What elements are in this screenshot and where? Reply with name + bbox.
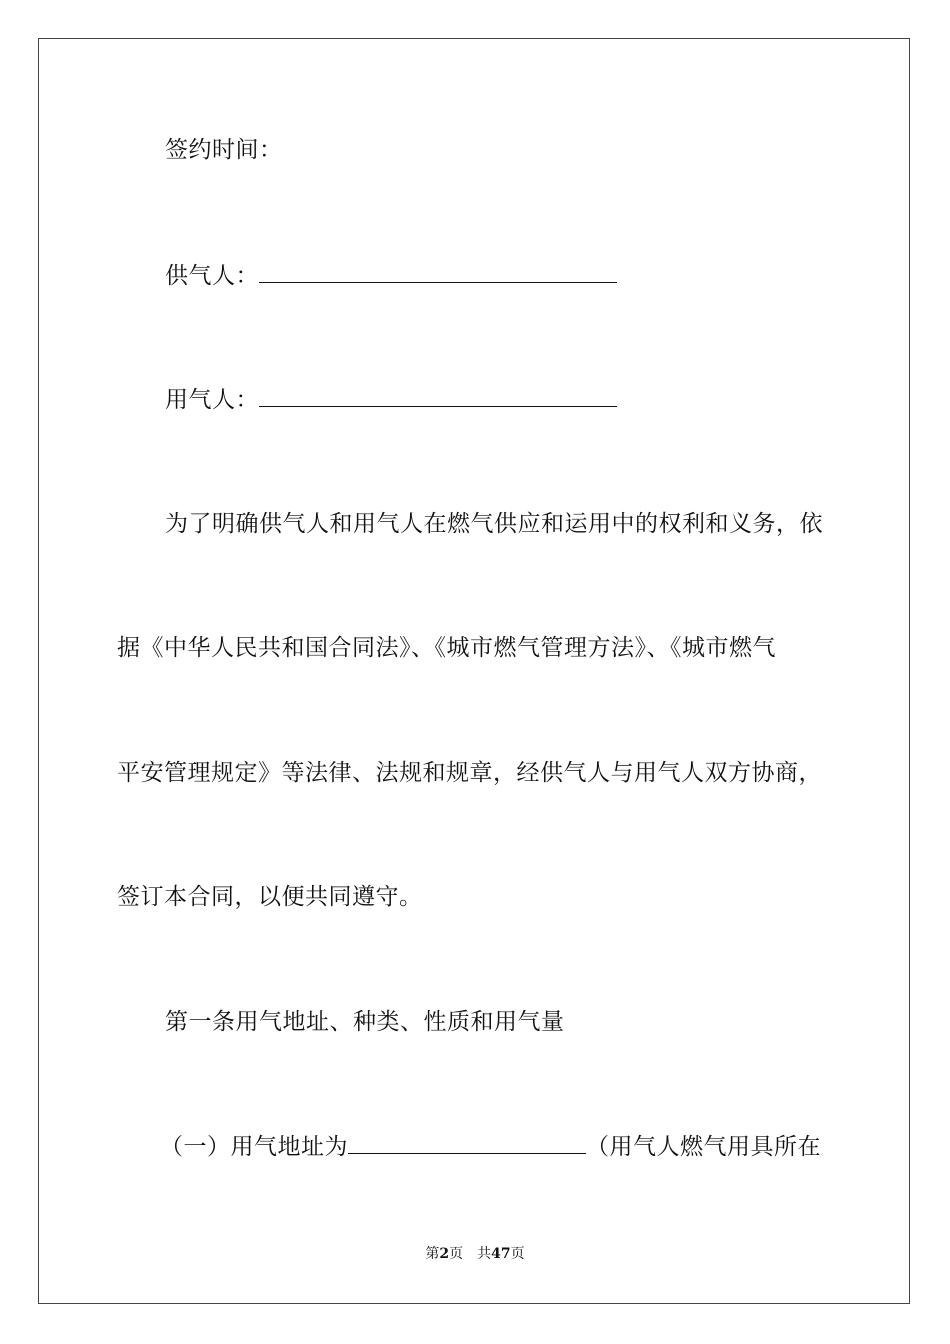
address-blank bbox=[348, 1131, 586, 1154]
user-blank bbox=[259, 384, 617, 407]
item-1-line bbox=[160, 1131, 821, 1162]
page-mid: 页 共 bbox=[449, 1246, 492, 1262]
page-total: 47 bbox=[491, 1246, 511, 1262]
supplier-line bbox=[165, 260, 617, 291]
item-1-prefix: （一）用气地址为 bbox=[160, 1134, 348, 1160]
page-border bbox=[38, 38, 910, 1304]
paragraph-line-2: 据《中华人民共和国合同法》、《城市燃气管理方法》、《城市燃气 bbox=[117, 635, 776, 661]
sign-time-label: 签约时间： bbox=[165, 137, 283, 163]
paragraph-line-3: 平安管理规定》等法律、法规和规章，经供气人与用气人双方协商， bbox=[117, 760, 822, 786]
user-line bbox=[165, 384, 617, 415]
paragraph-line-1: 为了明确供气人和用气人在燃气供应和运用中的权利和义务，依 bbox=[165, 511, 823, 537]
article-1-title: 第一条用气地址、种类、性质和用气量 bbox=[165, 1009, 565, 1035]
supplier-label: 供气人： bbox=[165, 263, 259, 289]
page-footer bbox=[0, 1244, 950, 1264]
user-label: 用气人： bbox=[165, 387, 259, 413]
item-1-suffix: （用气人燃气用具所在 bbox=[586, 1134, 821, 1160]
page-prefix: 第 bbox=[425, 1246, 440, 1262]
paragraph-line-4: 签订本合同，以便共同遵守。 bbox=[117, 884, 423, 910]
page-current: 2 bbox=[439, 1246, 450, 1262]
supplier-blank bbox=[259, 260, 617, 283]
page-suffix: 页 bbox=[510, 1246, 525, 1262]
